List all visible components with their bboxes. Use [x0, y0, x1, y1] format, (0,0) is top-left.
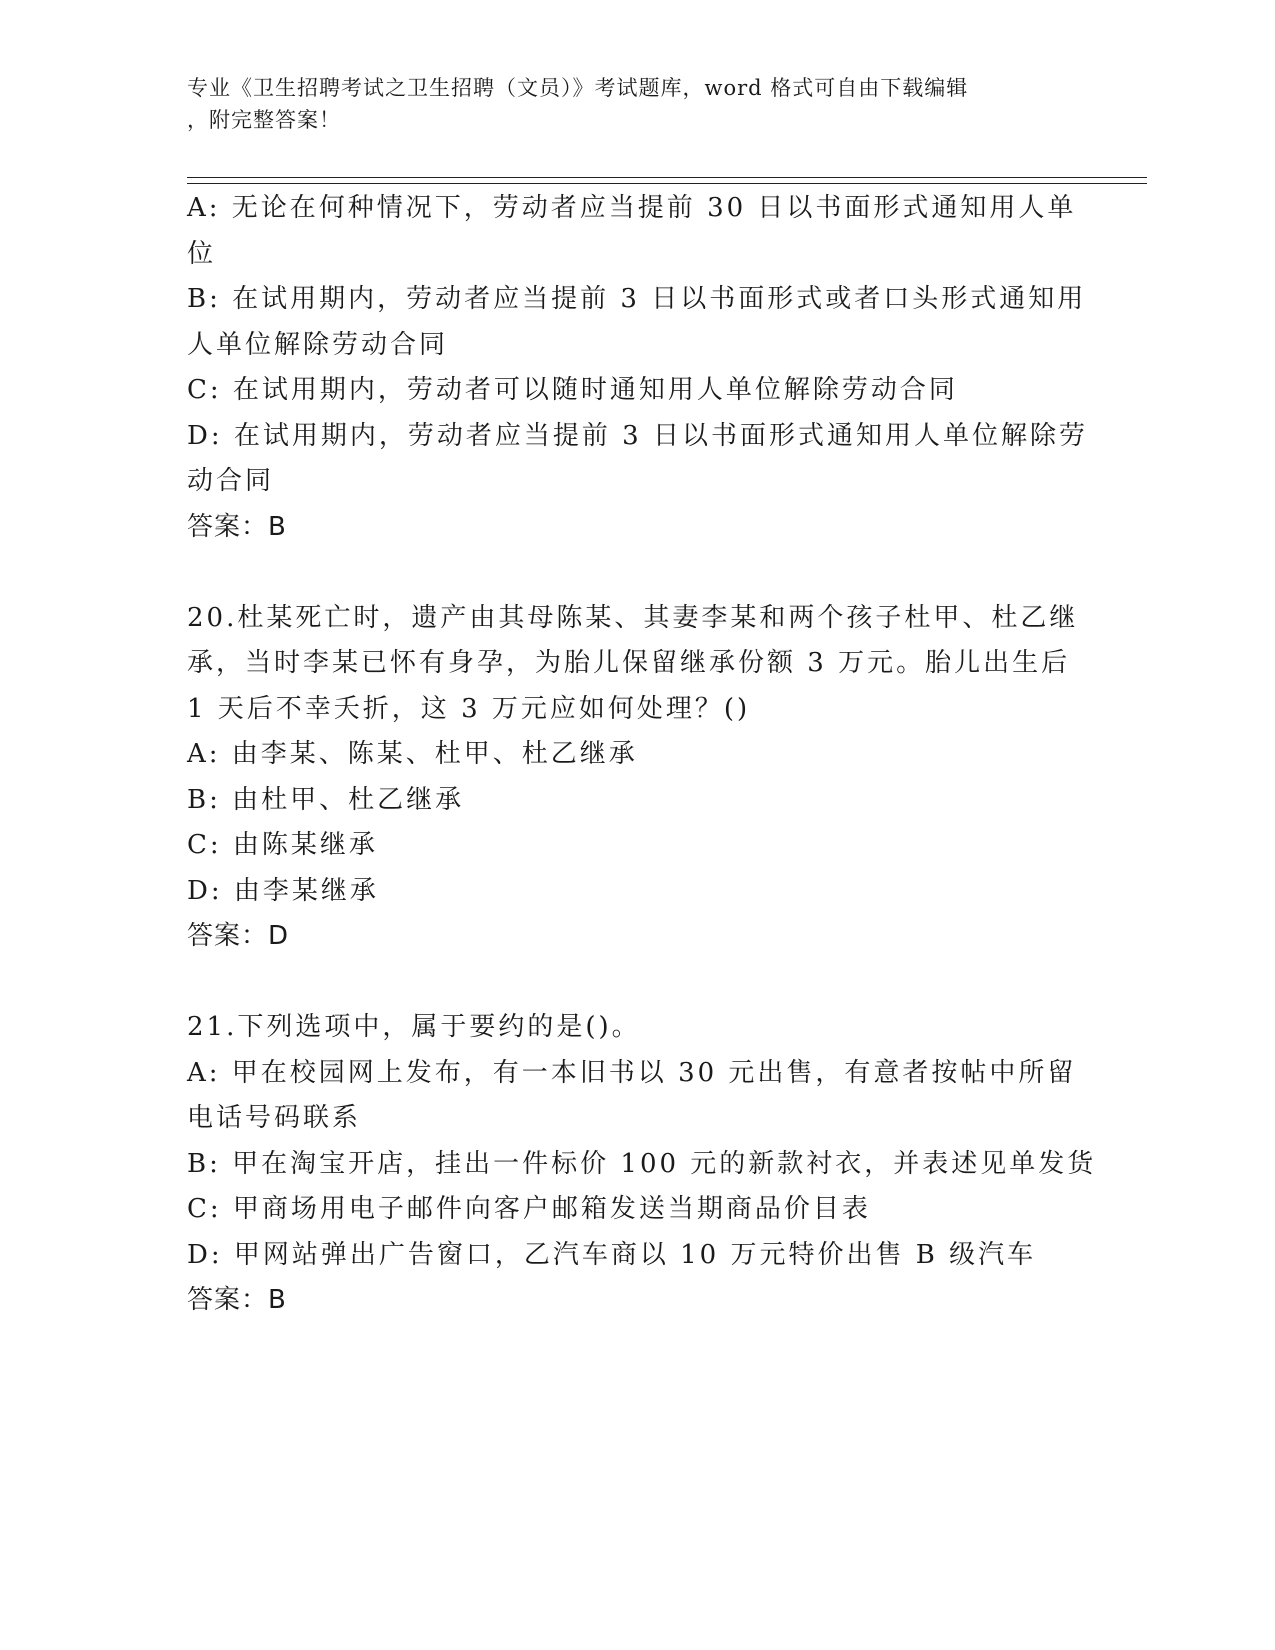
option-c-line-1: C: 在试用期内，劳动者可以随时通知用人单位解除劳动合同	[187, 375, 958, 405]
option-d-line-2: 动合同	[187, 466, 275, 496]
page-header	[187, 72, 1067, 136]
option-b: B: 由杜甲、杜乙继承	[187, 784, 465, 815]
header-line-1: 专业《卫生招聘考试之卫生招聘（文员）》考试题库，word 格式可自由下载编辑	[187, 76, 969, 100]
option-a-line-2: 电话号码联系	[187, 1103, 362, 1133]
header-double-rule	[187, 177, 1147, 184]
option-b-line-2: 人单位解除劳动合同	[187, 329, 449, 360]
answer-19: 答案：B	[187, 511, 287, 542]
question-19-options	[187, 186, 1087, 550]
option-b-line-1: B: 在试用期内，劳动者应当提前 3 日以书面形式或者口头形式通知用	[187, 284, 1087, 314]
option-d: D: 由李某继承	[187, 875, 379, 906]
option-a-line-1: A: 甲在校园网上发布，有一本旧书以 30 元出售，有意者按帖中所留	[187, 1057, 1077, 1088]
option-a: A: 由李某、陈某、杜甲、杜乙继承	[187, 739, 638, 769]
option-c: C: 甲商场用电子邮件向客户邮箱发送当期商品价目表	[187, 1194, 871, 1224]
option-d-line-1: D: 在试用期内，劳动者应当提前 3 日以书面形式通知用人单位解除劳	[187, 420, 1088, 451]
question-20-stem-line-1: 20.杜某死亡时，遗产由其母陈某、其妻李某和两个孩子杜甲、杜乙继	[187, 602, 1079, 633]
answer-20: 答案：D	[187, 921, 290, 951]
question-21	[187, 1005, 1097, 1324]
option-d: D: 甲网站弹出广告窗口，乙汽车商以 10 万元特价出售 B 级汽车	[187, 1239, 1037, 1270]
option-a-line-2: 位	[187, 238, 217, 269]
answer-21: 答案：B	[187, 1285, 287, 1315]
question-20	[187, 596, 1087, 960]
question-20-stem-line-3: 1 天后不幸夭折，这 3 万元应如何处理？()	[187, 693, 751, 724]
option-b: B: 甲在淘宝开店，挂出一件标价 100 元的新款衬衣，并表述见单发货	[187, 1148, 1097, 1179]
option-a-line-1: A: 无论在何种情况下，劳动者应当提前 30 日以书面形式通知用人单	[187, 193, 1077, 223]
document-body	[187, 186, 1097, 1324]
spacer	[187, 550, 1087, 596]
question-20-stem-line-2: 承，当时李某已怀有身孕，为胎儿保留继承份额 3 万元。胎儿出生后	[187, 648, 1071, 678]
spacer	[187, 960, 1087, 1006]
question-21-stem: 21.下列选项中，属于要约的是()。	[187, 1012, 641, 1042]
option-c: C: 由陈某继承	[187, 830, 378, 860]
header-line-2: ，附完整答案！	[187, 108, 341, 132]
